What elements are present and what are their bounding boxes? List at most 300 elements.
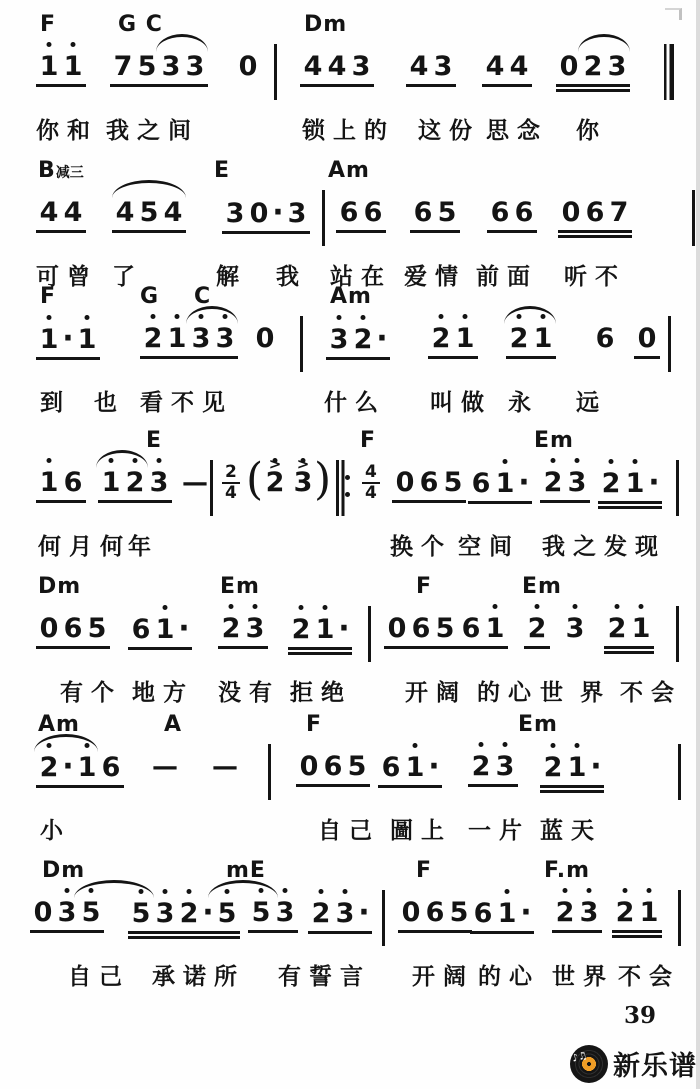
barline [274, 44, 277, 100]
note: 3 [243, 614, 267, 644]
note: 2 [541, 468, 565, 498]
note: 3 [273, 898, 297, 928]
lyric-word: 拒绝 [290, 680, 352, 706]
note: 3 [213, 324, 237, 354]
note: 3 [493, 752, 517, 782]
lyric-word: 自己 [318, 818, 380, 844]
lyric-word: 我之间 [106, 118, 199, 144]
note: 2 [177, 899, 201, 929]
lyric-word: 我 [276, 264, 307, 290]
barline [300, 316, 303, 372]
note: 4 [327, 51, 347, 82]
dot-note: · [648, 465, 660, 500]
note-group [36, 321, 100, 356]
lyric-word: 年 [128, 534, 159, 560]
note: 1 [75, 325, 99, 355]
note: 5 [347, 751, 367, 782]
dot-note: · [358, 895, 370, 930]
lyric-word: 世 [540, 680, 571, 706]
note: 2 [351, 325, 375, 355]
note-group [140, 324, 238, 354]
note-group [235, 52, 261, 82]
chord-label: F.m [544, 858, 591, 883]
chord-label: F [40, 12, 57, 37]
chord-label: Am [330, 284, 372, 309]
note: 2 [141, 324, 165, 354]
note-group [252, 324, 278, 354]
dot-note: · [428, 749, 440, 784]
note-group [468, 752, 518, 782]
note-group [468, 465, 532, 500]
note-group [612, 898, 662, 928]
chord-label: Dm [304, 12, 348, 37]
dot-note: · [520, 895, 532, 930]
note: 4 [303, 51, 323, 82]
note-group [326, 321, 390, 356]
note-group [36, 749, 124, 784]
note: 7 [113, 51, 133, 82]
note-group [110, 52, 208, 82]
note-group [36, 52, 86, 82]
note-group [288, 611, 352, 646]
brand-logo [570, 1044, 697, 1083]
note: 6 [425, 897, 445, 928]
note: 2 [525, 614, 549, 644]
time-signature-denominator: 4 [362, 482, 380, 502]
lyric-word: 前面 [476, 264, 538, 290]
note: 2 [429, 324, 453, 354]
note: 2 [37, 753, 61, 783]
lyric-word: 听不 [564, 264, 626, 290]
note: 5 [139, 197, 159, 228]
note: 1 [165, 324, 189, 354]
note-group [398, 898, 472, 928]
note-group [36, 198, 86, 228]
note-group [506, 324, 556, 354]
barline [678, 744, 681, 800]
note: 3 [153, 899, 177, 929]
note: 0 [39, 613, 59, 644]
chord-label: B减三 [38, 158, 84, 183]
note: 1 [493, 469, 517, 499]
note: 1 [403, 753, 427, 783]
note-group [98, 468, 172, 498]
note: 7 [609, 197, 629, 228]
note: 6 [411, 613, 431, 644]
note: 3 [563, 614, 587, 644]
note: 6 [381, 752, 401, 783]
chord-label: E [214, 158, 231, 183]
music-line [0, 428, 700, 568]
lyric-word: 一片 [468, 818, 530, 844]
note: 1 [99, 468, 123, 498]
tie-arc [578, 34, 630, 52]
lyric-word: 蓝天 [540, 818, 602, 844]
note: 4 [485, 51, 505, 82]
note-group [128, 895, 240, 930]
music-line [0, 284, 700, 424]
dot-note: · [518, 465, 530, 500]
note: 5 [449, 897, 469, 928]
note-group [36, 468, 86, 498]
lyric-word: 爱情 [404, 264, 466, 290]
note: 6 [63, 613, 83, 644]
chord-label: G C [118, 12, 163, 37]
lyric-word: 叫做 [430, 390, 492, 416]
note: 3 > [291, 468, 315, 498]
note: 0 [255, 323, 275, 354]
dot-note: · [376, 321, 388, 356]
lyric-word: 看不见 [140, 390, 233, 416]
lyric-word: 不会 [618, 964, 680, 990]
note: 2 [507, 324, 531, 354]
note: 5 [129, 899, 153, 929]
note: 1 [565, 753, 589, 783]
note: 4 [39, 197, 59, 228]
note: 1 [313, 615, 337, 645]
lyric-word: 锁上的 [302, 118, 395, 144]
note: 6 [461, 613, 481, 644]
note-group [384, 614, 458, 644]
note: 6 [413, 197, 433, 228]
duration-dash: — [152, 752, 178, 782]
note: 4 [409, 51, 429, 82]
note: 6 [101, 752, 121, 783]
scan-edge-shadow [696, 0, 700, 1089]
chord-label: E [146, 428, 163, 453]
note: 6 [131, 614, 151, 645]
lyric-word: 地方 [132, 680, 194, 706]
note-group [262, 468, 288, 498]
dot-note: · [62, 321, 74, 356]
note: 4 [509, 51, 529, 82]
time-signature [362, 464, 380, 502]
note-group [558, 198, 632, 228]
note: 3 [577, 898, 601, 928]
note: 2 > [263, 468, 287, 498]
note-group [482, 52, 532, 82]
chord-label: Em [522, 574, 562, 599]
note: 3 [189, 324, 213, 354]
note: 1 [629, 614, 653, 644]
chord-label: A [164, 712, 183, 737]
note: 0 [299, 751, 319, 782]
note: 2 [599, 469, 623, 499]
note: 3 [565, 468, 589, 498]
chord-label: mE [226, 858, 266, 883]
note: 0 [561, 197, 581, 228]
note: 1 [37, 325, 61, 355]
note: 5 [215, 899, 239, 929]
barline [382, 890, 385, 946]
lyric-word: 站在 [330, 264, 392, 290]
note: 3 [333, 899, 357, 929]
lyric-word: 开阔 [412, 964, 474, 990]
dot-note: · [202, 895, 214, 930]
chord-label: Dm [42, 858, 86, 883]
note: 2 [613, 898, 637, 928]
note: 3 [287, 198, 307, 229]
dot-note: · [338, 611, 350, 646]
lyric-word: 承诺所 [152, 964, 245, 990]
note-group [392, 468, 466, 498]
note-group [540, 749, 604, 784]
note-group [487, 198, 537, 228]
note: 6 [419, 467, 439, 498]
note: 2 [553, 898, 577, 928]
note: 4 [63, 197, 83, 228]
chord-label: Em [534, 428, 574, 453]
note: 0 [395, 467, 415, 498]
tie-arc [96, 450, 148, 468]
barline [368, 606, 371, 662]
note: 0 [33, 897, 53, 928]
note: 3 [161, 51, 181, 82]
barline [678, 890, 681, 946]
lyric-word: 发现 [604, 534, 666, 560]
note: 0 [401, 897, 421, 928]
note-group [562, 614, 588, 644]
final-barline [664, 44, 674, 100]
chord-label: F [416, 574, 433, 599]
lyric-word: 解 [216, 264, 247, 290]
note: 5 [435, 613, 455, 644]
barline [676, 606, 679, 662]
chord-label: F [360, 428, 377, 453]
dot-note: · [590, 749, 602, 784]
barline [322, 190, 325, 246]
note: 4 [163, 197, 183, 228]
barline [676, 460, 679, 516]
dot-note: · [178, 611, 190, 646]
note: 0 [637, 323, 657, 354]
note: 5 [437, 197, 457, 228]
lyric-word: 何月何 [38, 534, 131, 560]
note-group [428, 324, 478, 354]
lyric-word: 有誓言 [278, 964, 371, 990]
note: 5 [249, 898, 273, 928]
lyric-word: 没有 [218, 680, 280, 706]
note: 1 [531, 324, 555, 354]
note-group [308, 895, 372, 930]
note: 3 [607, 51, 627, 82]
note-group [36, 614, 110, 644]
note: 6 [323, 751, 343, 782]
chord-label-suffix: 减三 [55, 165, 84, 181]
chord-label: C [194, 284, 212, 309]
note: 6 [585, 197, 605, 228]
lyric-word: 空间 [458, 534, 520, 560]
note: 1 [453, 324, 477, 354]
note: 5 [443, 467, 463, 498]
scan-artifact [665, 8, 682, 20]
note: 3 [147, 468, 171, 498]
dot-note: · [62, 749, 74, 784]
note: 6 [473, 898, 493, 929]
note: 6 [339, 197, 359, 228]
barline [692, 190, 695, 246]
lyric-word: 我之 [542, 534, 604, 560]
note: 1 [495, 899, 519, 929]
note: 1 [637, 898, 661, 928]
note: 5 [137, 51, 157, 82]
lyric-word: 永 [508, 390, 539, 416]
note: 5 [87, 613, 107, 644]
note-group [604, 614, 654, 644]
note: 6 [363, 197, 383, 228]
note-group [300, 52, 374, 82]
note: 3 [351, 51, 371, 82]
note: 2 [469, 752, 493, 782]
brand-text: 新乐谱 [613, 1051, 697, 1082]
note: 1 [37, 52, 61, 82]
chord-label: F [40, 284, 57, 309]
note: 2 [605, 614, 629, 644]
note: 1 [483, 614, 507, 644]
note-group [218, 614, 268, 644]
note: 0 [559, 51, 579, 82]
duration-dash: — [182, 468, 208, 498]
barline [268, 744, 271, 800]
lyric-word: 有个 [60, 680, 122, 706]
note: 0 [238, 51, 258, 82]
note-group [30, 898, 104, 928]
tie-arc [112, 180, 186, 198]
lyric-word: 也 [94, 390, 125, 416]
lyric-word: 世界 [552, 964, 614, 990]
time-signature [222, 464, 240, 502]
music-line [0, 712, 700, 852]
lyric-word: 的心 [477, 680, 539, 706]
lyric-word: 你和 [36, 118, 98, 144]
note: 0 [249, 198, 269, 229]
note-group [470, 895, 534, 930]
note: 3 [327, 325, 351, 355]
repeat-start-barline [336, 460, 351, 516]
note-group [552, 898, 602, 928]
note: 0 [387, 613, 407, 644]
note: 6 [514, 197, 534, 228]
note-group [290, 468, 316, 498]
lyric-word: 圖上 [390, 818, 452, 844]
tie-arc [504, 306, 556, 324]
lyric-word: 什么 [324, 390, 386, 416]
lyric-word: 了 [112, 264, 143, 290]
tie-arc [156, 34, 208, 52]
note: 1 [61, 52, 85, 82]
note-group [540, 468, 590, 498]
note-group [592, 324, 618, 354]
lyric-word: 界 [580, 680, 611, 706]
music-notes-icon: ♪♫ [570, 1049, 589, 1065]
chord-label: Am [38, 712, 80, 737]
time-signature-numerator: 2 [225, 462, 237, 482]
lyric-word: 你 [576, 118, 607, 144]
note: 1 [75, 753, 99, 783]
lyric-word: 到 [40, 390, 71, 416]
note-group [458, 614, 508, 644]
lyric-word: 思念 [486, 118, 548, 144]
note: 4 [115, 197, 135, 228]
note: 2 [541, 753, 565, 783]
note: 2 [583, 51, 603, 82]
chord-label: Dm [38, 574, 82, 599]
music-line [0, 574, 700, 714]
note-group [406, 52, 456, 82]
lyric-word: 可曾 [36, 264, 98, 290]
chord-label: G [140, 284, 160, 309]
note: 2 [309, 899, 333, 929]
note: 3 [185, 51, 205, 82]
note-group [112, 198, 186, 228]
chord-label: Am [328, 158, 370, 183]
lyric-word: 开阔 [405, 680, 467, 706]
lyric-word: 远 [576, 390, 607, 416]
note: 3 [55, 898, 79, 928]
parenthesis: ( [246, 454, 264, 505]
chord-label: Em [220, 574, 260, 599]
music-line [0, 12, 700, 152]
parenthesis: ) [314, 454, 332, 505]
note: 2 [123, 468, 147, 498]
note-group [128, 611, 192, 646]
tie-arc [208, 880, 278, 898]
music-line [0, 158, 700, 298]
page-number: 39 [624, 1002, 657, 1029]
note-group [296, 752, 370, 782]
note-group [336, 198, 386, 228]
note: 6 [490, 197, 510, 228]
note: 1 [623, 469, 647, 499]
note: 6 [63, 467, 83, 498]
duration-dash: — [212, 752, 238, 782]
note-group [556, 52, 630, 82]
note: 3 [225, 198, 245, 229]
note-group [598, 465, 662, 500]
lyric-word: 不会 [620, 680, 682, 706]
note-group [248, 898, 298, 928]
note: 2 [289, 615, 313, 645]
note: 1 [37, 468, 61, 498]
time-signature-denominator: 4 [222, 482, 240, 502]
lyric-word: 换个 [390, 534, 452, 560]
chord-label: Em [518, 712, 558, 737]
vinyl-record-icon [570, 1045, 608, 1083]
music-line [0, 858, 700, 998]
note: 6 [471, 468, 491, 499]
chord-label: F [416, 858, 433, 883]
barline [210, 460, 213, 516]
chord-label: F [306, 712, 323, 737]
lyric-word: 这份 [418, 118, 480, 144]
lyric-word: 的心 [478, 964, 540, 990]
note: 3 [433, 51, 453, 82]
note: 1 [153, 615, 177, 645]
time-signature-numerator: 4 [365, 462, 377, 482]
note-group [634, 324, 660, 354]
note: 2 [219, 614, 243, 644]
barline [668, 316, 671, 372]
note-group [378, 749, 442, 784]
note-group [222, 195, 310, 230]
lyric-word: 小 [40, 818, 71, 844]
note: 6 [595, 323, 615, 354]
lyric-word: 自己 [68, 964, 130, 990]
note-group [410, 198, 460, 228]
note-group [524, 614, 550, 644]
dot-note: · [272, 195, 284, 230]
note: 5 [79, 898, 103, 928]
